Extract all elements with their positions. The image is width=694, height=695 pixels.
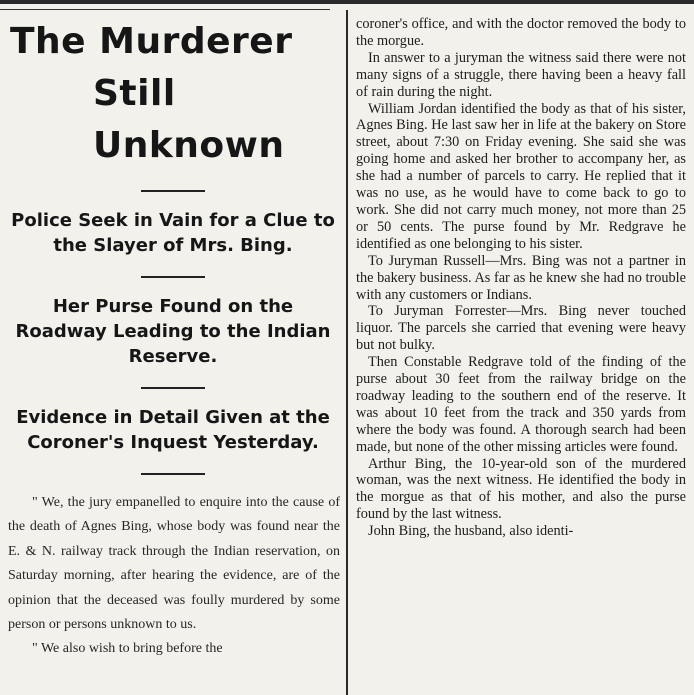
separator (141, 190, 205, 192)
deck-3: Evidence in Detail Given at the Coroner's Inquest Yesterday. (16, 407, 330, 453)
article-paragraph: coroner's office, and with the doctor removed the body to the morgue. (356, 16, 686, 49)
separator (141, 276, 205, 278)
right-column (356, 16, 686, 695)
verdict-paragraph-2: " We also wish to bring before the (32, 641, 223, 657)
deck-2: Her Purse Found on the Roadway Leading to the Indian Reserve. (15, 296, 331, 367)
headline-line-2: Still Unknown (93, 73, 285, 166)
article-paragraph: John Bing, the husband, also identi- (368, 523, 574, 540)
article-paragraph: Then Constable Redgrave told of the finding of the purse about 30 feet from the railway bridge on the roadway leading to the southern end of the reserve. It was about 10 feet from the track and 350 yards from where the body was found. A thorough search had been made, but none of the other missing articles were found. (356, 354, 686, 455)
separator (141, 387, 205, 389)
column-divider (346, 10, 348, 695)
separator (141, 473, 205, 475)
deck-1: Police Seek in Vain for a Clue to the Slayer of Mrs. Bing. (11, 210, 335, 256)
top-thin-rule (0, 9, 330, 10)
article-paragraph: Arthur Bing, the 10-year-old son of the murdered woman, was the next witness. He identified the body in the morgue as that of his mother, and also the purse found by the last witness. (356, 455, 686, 523)
article-paragraph: William Jordan identified the body as that of his sister, Agnes Bing. He last saw her in life at the bakery on Store street, about 7:30 on Friday evening. She said she was going home and asked her brother to accompany her, as she had a number of parcels to carry. He replied that it was no use, as he would have to come back to go to work. She did not carry much money, not more than 25 or 50 cents. The purse found by Mr. Redgrave he identified as one belonging to his sister. (356, 100, 686, 252)
article-paragraph: In answer to a juryman the witness said there were not many signs of a struggle, there having been a heavy fall of rain during the night. (356, 49, 686, 100)
headline-line-1: The Murderer (10, 21, 293, 62)
article-paragraph: To Juryman Forrester—Mrs. Bing never touched liquor. The parcels she carried that evening were heavy but not bulky. (356, 303, 686, 354)
verdict-paragraph-1: " We, the jury empanelled to enquire into the cause of the death of Agnes Bing, whose body was found near the E. & N. railway track through the Indian reservation, on Saturday morning, after hearing the evidence, are of the opinion that the deceased was foully murdered by some person or persons unknown to us. (8, 495, 340, 633)
left-column (0, 14, 346, 695)
top-rule (0, 0, 694, 4)
article-paragraph: To Juryman Russell—Mrs. Bing was not a partner in the bakery business. As far as he knew she had no trouble with any customers or Indians. (356, 252, 686, 303)
